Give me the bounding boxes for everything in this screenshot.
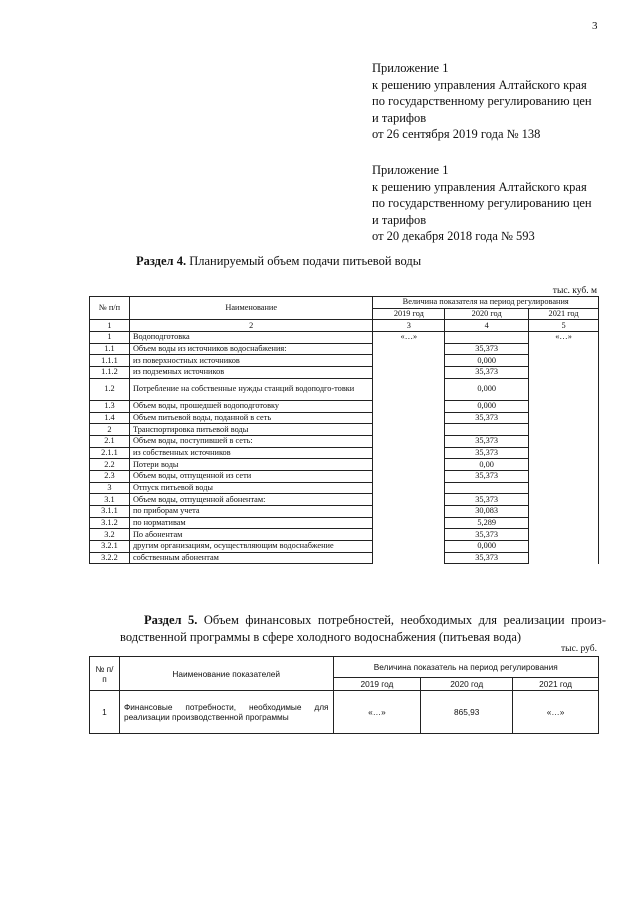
appendix-line: к решению управления Алтайского края <box>372 179 587 194</box>
row-name: Объем воды, поступившей в сеть: <box>129 435 372 447</box>
row-num: 1.1 <box>90 343 130 355</box>
row-value-2019: «…» <box>333 691 421 734</box>
appendix-line: и тарифов <box>372 110 427 125</box>
row-name: из поверхностных источников <box>129 355 372 367</box>
table-row <box>90 447 599 459</box>
row-value-2020: 30,083 <box>445 506 529 518</box>
row-value-2020: 0,000 <box>445 541 529 553</box>
header-2019: 2019 год <box>373 308 445 320</box>
row-name: Финансовые потребности, необходимые для реализации производственной программы <box>119 691 333 734</box>
table-row <box>90 435 599 447</box>
row-name: из подземных источников <box>129 367 372 379</box>
appendix-date: от 26 сентября 2019 года № 138 <box>372 127 541 141</box>
row-name: Потребление на собственные нужды станций водоподго-товки <box>129 378 372 400</box>
col-number: 1 <box>90 320 130 332</box>
section5-table <box>89 656 599 734</box>
row-value-2020: 0,00 <box>445 459 529 471</box>
table-row <box>90 332 599 344</box>
row-value-2020: 865,93 <box>421 691 513 734</box>
row-num: 1.4 <box>90 412 130 424</box>
row-name: Водоподготовка <box>129 332 372 344</box>
row-num: 2.2 <box>90 459 130 471</box>
table-header-row <box>90 657 599 678</box>
appendix-line: по государственному регулированию цен <box>372 196 592 210</box>
row-value-2020: 35,373 <box>445 435 529 447</box>
table-row <box>90 494 599 506</box>
row-value-2021: «…» <box>513 691 599 734</box>
row-num: 1.3 <box>90 400 130 412</box>
row-name: Транспортировка питьевой воды <box>129 424 372 436</box>
section5-title: Объем финансовых потребностей, необходимых для реализации произ-водственной программы в сфере холодного водоснабжения (питьевая вода) <box>120 613 606 644</box>
value-2021-placeholder: «…» <box>529 332 599 564</box>
header-num: № п/п <box>90 297 130 320</box>
table-header-row <box>90 297 599 309</box>
header-2020: 2020 год <box>445 308 529 320</box>
page-number: 3 <box>592 20 598 32</box>
row-value-2020 <box>445 424 529 436</box>
row-num: 3.1.2 <box>90 517 130 529</box>
row-value-2020: 35,373 <box>445 343 529 355</box>
appendix-title: Приложение 1 <box>372 61 449 75</box>
row-name: по приборам учета <box>129 506 372 518</box>
header-name: Наименование <box>129 297 372 320</box>
header-value-group: Величина показатель на период регулирования <box>333 657 598 678</box>
row-name: из собственных источников <box>129 447 372 459</box>
row-name: По абонентам <box>129 529 372 541</box>
row-name: собственным абонентам <box>129 552 372 564</box>
table-row <box>90 482 599 494</box>
section4-unit: тыс. куб. м <box>552 286 597 296</box>
row-num: 3.1 <box>90 494 130 506</box>
section5-heading <box>120 612 606 646</box>
section4-heading <box>136 254 421 269</box>
header-name: Наименование показателей <box>119 657 333 691</box>
row-num: 2 <box>90 424 130 436</box>
table-row <box>90 367 599 379</box>
table-row <box>90 343 599 355</box>
header-value-group: Величина показателя на период регулирования <box>373 297 599 309</box>
row-num: 1 <box>90 332 130 344</box>
row-name: Потери воды <box>129 459 372 471</box>
row-value-2020 <box>445 332 529 344</box>
section4-table <box>89 296 599 564</box>
row-num: 1 <box>90 691 120 734</box>
row-name: Объем воды из источников водоснабжения: <box>129 343 372 355</box>
row-value-2020: 0,000 <box>445 378 529 400</box>
appendix-date: от 20 декабря 2018 года № 593 <box>372 229 535 243</box>
col-number: 2 <box>129 320 372 332</box>
row-num: 1.1.2 <box>90 367 130 379</box>
row-value-2020: 35,373 <box>445 470 529 482</box>
table-row <box>90 541 599 553</box>
appendix-title: Приложение 1 <box>372 163 449 177</box>
row-name: Объем воды, отпущенной абонентам: <box>129 494 372 506</box>
header-num: № п/п <box>90 657 120 691</box>
header-2021: 2021 год <box>529 308 599 320</box>
section5-label: Раздел 5. <box>144 613 198 627</box>
table-row <box>90 400 599 412</box>
appendix-block-2 <box>372 162 592 245</box>
row-num: 3.2.1 <box>90 541 130 553</box>
table-row <box>90 412 599 424</box>
row-value-2020: 35,373 <box>445 552 529 564</box>
row-value-2020: 35,373 <box>445 412 529 424</box>
row-num: 2.1 <box>90 435 130 447</box>
row-value-2020: 35,373 <box>445 367 529 379</box>
column-number-row <box>90 320 599 332</box>
header-2019: 2019 год <box>333 678 421 691</box>
table-row <box>90 529 599 541</box>
appendix-line: и тарифов <box>372 212 427 227</box>
row-num: 3.2.2 <box>90 552 130 564</box>
row-name: Объем воды, прошедшей водоподготовку <box>129 400 372 412</box>
row-num: 3.1.1 <box>90 506 130 518</box>
row-name: другим организациям, осуществляющим водоснабжение <box>129 541 372 553</box>
value-2019-placeholder: «…» <box>373 332 445 564</box>
table-row <box>90 355 599 367</box>
row-num: 2.3 <box>90 470 130 482</box>
table-row <box>90 424 599 436</box>
row-name: Объем воды, отпущенной из сети <box>129 470 372 482</box>
row-value-2020 <box>445 482 529 494</box>
table-row <box>90 470 599 482</box>
appendix-line: к решению управления Алтайского края <box>372 77 587 92</box>
row-value-2020: 0,000 <box>445 355 529 367</box>
row-value-2020: 35,373 <box>445 494 529 506</box>
col-number: 4 <box>445 320 529 332</box>
row-num: 3 <box>90 482 130 494</box>
row-value-2020: 5,289 <box>445 517 529 529</box>
row-name: по нормативам <box>129 517 372 529</box>
table-row <box>90 552 599 564</box>
header-2020: 2020 год <box>421 678 513 691</box>
section4-title: Планируемый объем подачи питьевой воды <box>189 254 422 268</box>
row-name: Отпуск питьевой воды <box>129 482 372 494</box>
appendix-line: по государственному регулированию цен <box>372 94 592 108</box>
row-value-2020: 0,000 <box>445 400 529 412</box>
col-number: 3 <box>373 320 445 332</box>
table-row <box>90 691 599 734</box>
appendix-block-1 <box>372 60 592 143</box>
row-num: 1.1.1 <box>90 355 130 367</box>
table-row <box>90 506 599 518</box>
row-name: Объем питьевой воды, поданной в сеть <box>129 412 372 424</box>
section4-label: Раздел 4. <box>136 254 187 268</box>
col-number: 5 <box>529 320 599 332</box>
row-value-2020: 35,373 <box>445 447 529 459</box>
row-num: 1.2 <box>90 378 130 400</box>
section5-unit: тыс. руб. <box>561 644 597 654</box>
table-row <box>90 459 599 471</box>
table-row <box>90 378 599 400</box>
row-num: 3.2 <box>90 529 130 541</box>
table-row <box>90 517 599 529</box>
row-value-2020: 35,373 <box>445 529 529 541</box>
row-num: 2.1.1 <box>90 447 130 459</box>
header-2021: 2021 год <box>513 678 599 691</box>
